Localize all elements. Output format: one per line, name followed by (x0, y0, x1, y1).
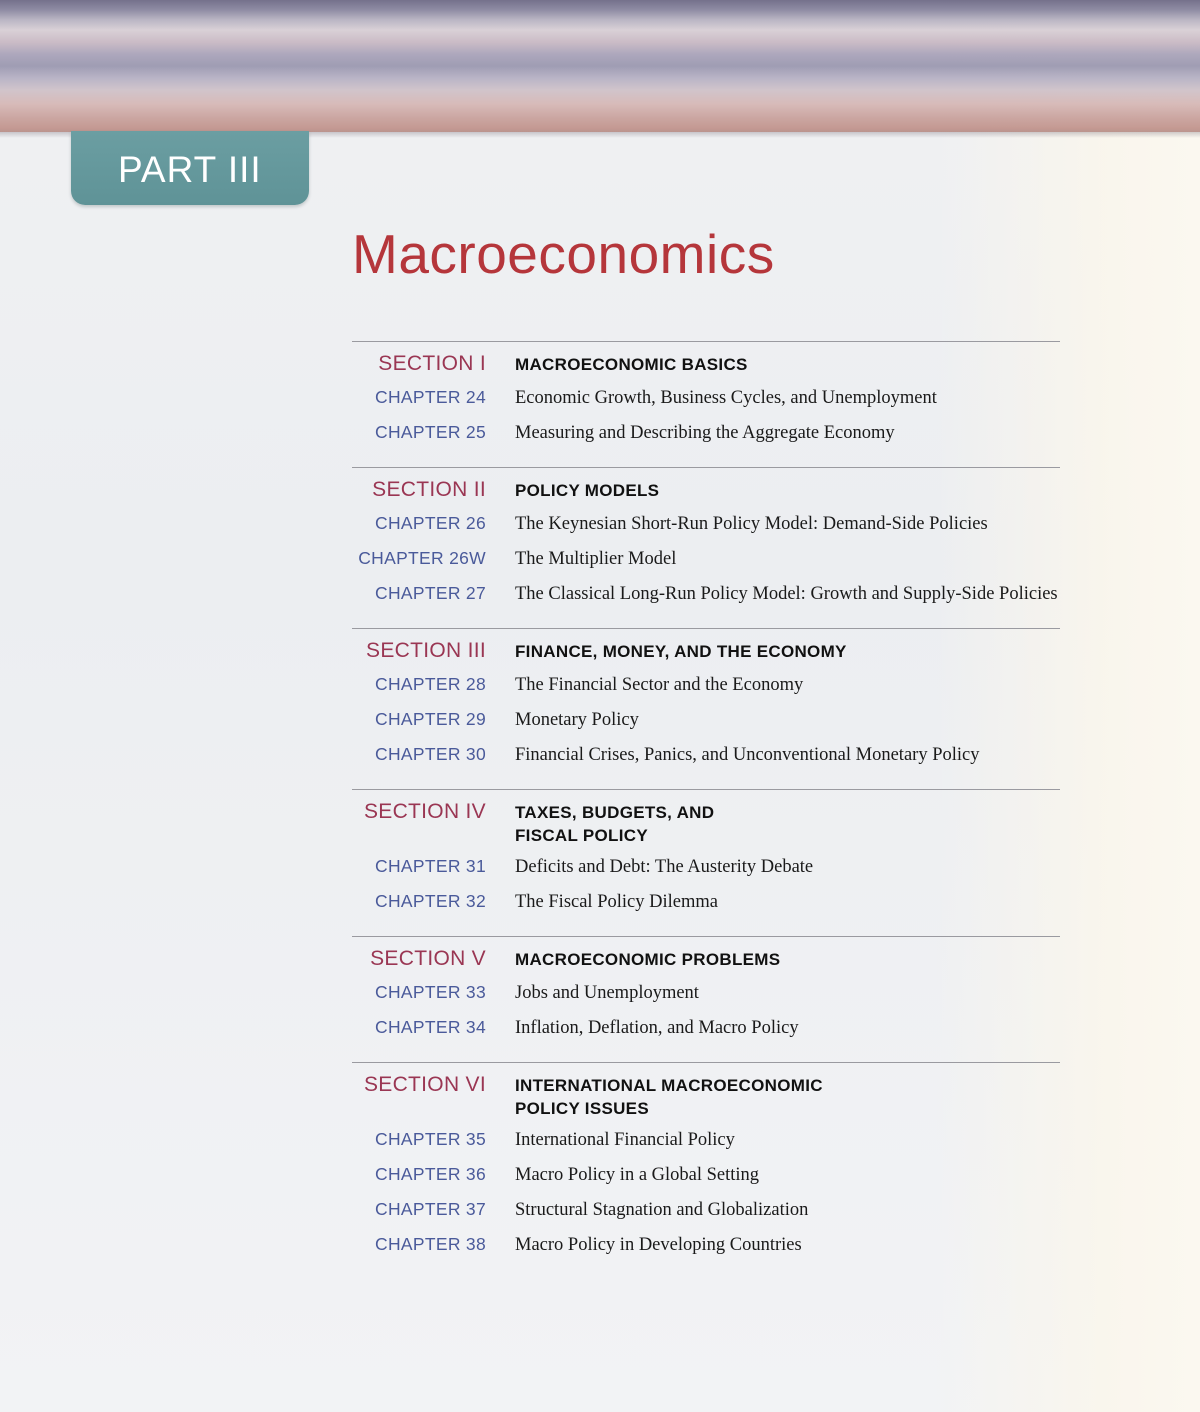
table-of-contents (352, 341, 1060, 1279)
section-label: SECTION VI (363, 1073, 486, 1096)
chapter-label: CHAPTER 31 (375, 856, 486, 876)
section-heading-row (352, 637, 1060, 665)
chapter-row (352, 854, 1060, 889)
chapter-title: International Financial Policy (515, 1130, 735, 1150)
section-label: SECTION II (372, 478, 486, 501)
chapter-title: Structural Stagnation and Globalization (515, 1200, 809, 1220)
chapter-label: CHAPTER 32 (375, 891, 486, 911)
part-tab (71, 131, 309, 205)
chapter-label: CHAPTER 37 (375, 1199, 486, 1219)
chapter-label: CHAPTER 26W (358, 548, 486, 568)
chapter-label: CHAPTER 25 (375, 422, 486, 442)
section-heading-row (352, 798, 1060, 847)
section-title: MACROECONOMIC PROBLEMS (515, 950, 781, 969)
section-title-line: FISCAL POLICY (515, 826, 648, 845)
section-label: SECTION III (366, 639, 486, 662)
toc-section (352, 789, 1060, 936)
section-heading-row (352, 1071, 1060, 1120)
decorative-header-band (0, 0, 1200, 132)
section-title: POLICY MODELS (515, 481, 660, 500)
section-title-line: TAXES, BUDGETS, AND (515, 803, 715, 822)
chapter-title: The Fiscal Policy Dilemma (515, 892, 718, 912)
chapter-row (352, 546, 1060, 581)
chapter-label: CHAPTER 34 (375, 1017, 486, 1037)
chapter-row (352, 980, 1060, 1015)
chapter-label: CHAPTER 27 (375, 583, 486, 603)
chapter-row (352, 707, 1060, 742)
chapter-title: Measuring and Describing the Aggregate Economy (515, 423, 895, 443)
chapter-label: CHAPTER 33 (375, 982, 486, 1002)
toc-section (352, 341, 1060, 467)
section-title (515, 1071, 1060, 1120)
section-title-line: POLICY ISSUES (515, 1099, 649, 1118)
chapter-label: CHAPTER 30 (375, 744, 486, 764)
chapter-label: CHAPTER 28 (375, 674, 486, 694)
chapter-label: CHAPTER 24 (375, 387, 486, 407)
chapter-row (352, 672, 1060, 707)
chapter-row (352, 420, 1060, 455)
chapter-row (352, 1162, 1060, 1197)
chapter-title: Deficits and Debt: The Austerity Debate (515, 857, 814, 877)
section-label: SECTION I (378, 352, 486, 375)
chapter-title: The Multiplier Model (515, 549, 677, 569)
chapter-title: The Keynesian Short-Run Policy Model: Demand-Side Policies (515, 514, 988, 534)
chapter-row (352, 1197, 1060, 1232)
chapter-row (352, 742, 1060, 777)
chapter-title: The Classical Long-Run Policy Model: Growth and Supply-Side Policies (515, 584, 1058, 604)
chapter-label: CHAPTER 29 (375, 709, 486, 729)
page-title: Macroeconomics (352, 223, 775, 285)
chapter-row (352, 1015, 1060, 1050)
section-title-line: INTERNATIONAL MACROECONOMIC (515, 1076, 823, 1095)
chapter-row (352, 1232, 1060, 1267)
toc-section (352, 1062, 1060, 1279)
toc-section (352, 467, 1060, 628)
chapter-title: Macro Policy in Developing Countries (515, 1235, 802, 1255)
chapter-label: CHAPTER 35 (375, 1129, 486, 1149)
chapter-row (352, 889, 1060, 924)
section-label: SECTION V (370, 947, 486, 970)
chapter-label: CHAPTER 36 (375, 1164, 486, 1184)
chapter-row (352, 511, 1060, 546)
section-label: SECTION IV (363, 800, 486, 823)
chapter-row (352, 385, 1060, 420)
chapter-label: CHAPTER 38 (375, 1234, 486, 1254)
chapter-title: Financial Crises, Panics, and Unconventional Monetary Policy (515, 745, 980, 765)
chapter-row (352, 1127, 1060, 1162)
chapter-title: Inflation, Deflation, and Macro Policy (515, 1018, 799, 1038)
part-label: PART III (118, 149, 262, 190)
chapter-title: Economic Growth, Business Cycles, and Unemployment (515, 388, 937, 408)
toc-section (352, 628, 1060, 789)
chapter-title: Jobs and Unemployment (515, 983, 699, 1003)
section-title (515, 798, 1060, 847)
section-heading-row (352, 350, 1060, 378)
chapter-row (352, 581, 1060, 616)
section-title: MACROECONOMIC BASICS (515, 355, 748, 374)
toc-section (352, 936, 1060, 1062)
chapter-title: Monetary Policy (515, 710, 639, 730)
chapter-label: CHAPTER 26 (375, 513, 486, 533)
section-heading-row (352, 945, 1060, 973)
chapter-title: Macro Policy in a Global Setting (515, 1165, 760, 1185)
section-title: FINANCE, MONEY, AND THE ECONOMY (515, 642, 847, 661)
chapter-title: The Financial Sector and the Economy (515, 675, 804, 695)
section-heading-row (352, 476, 1060, 504)
